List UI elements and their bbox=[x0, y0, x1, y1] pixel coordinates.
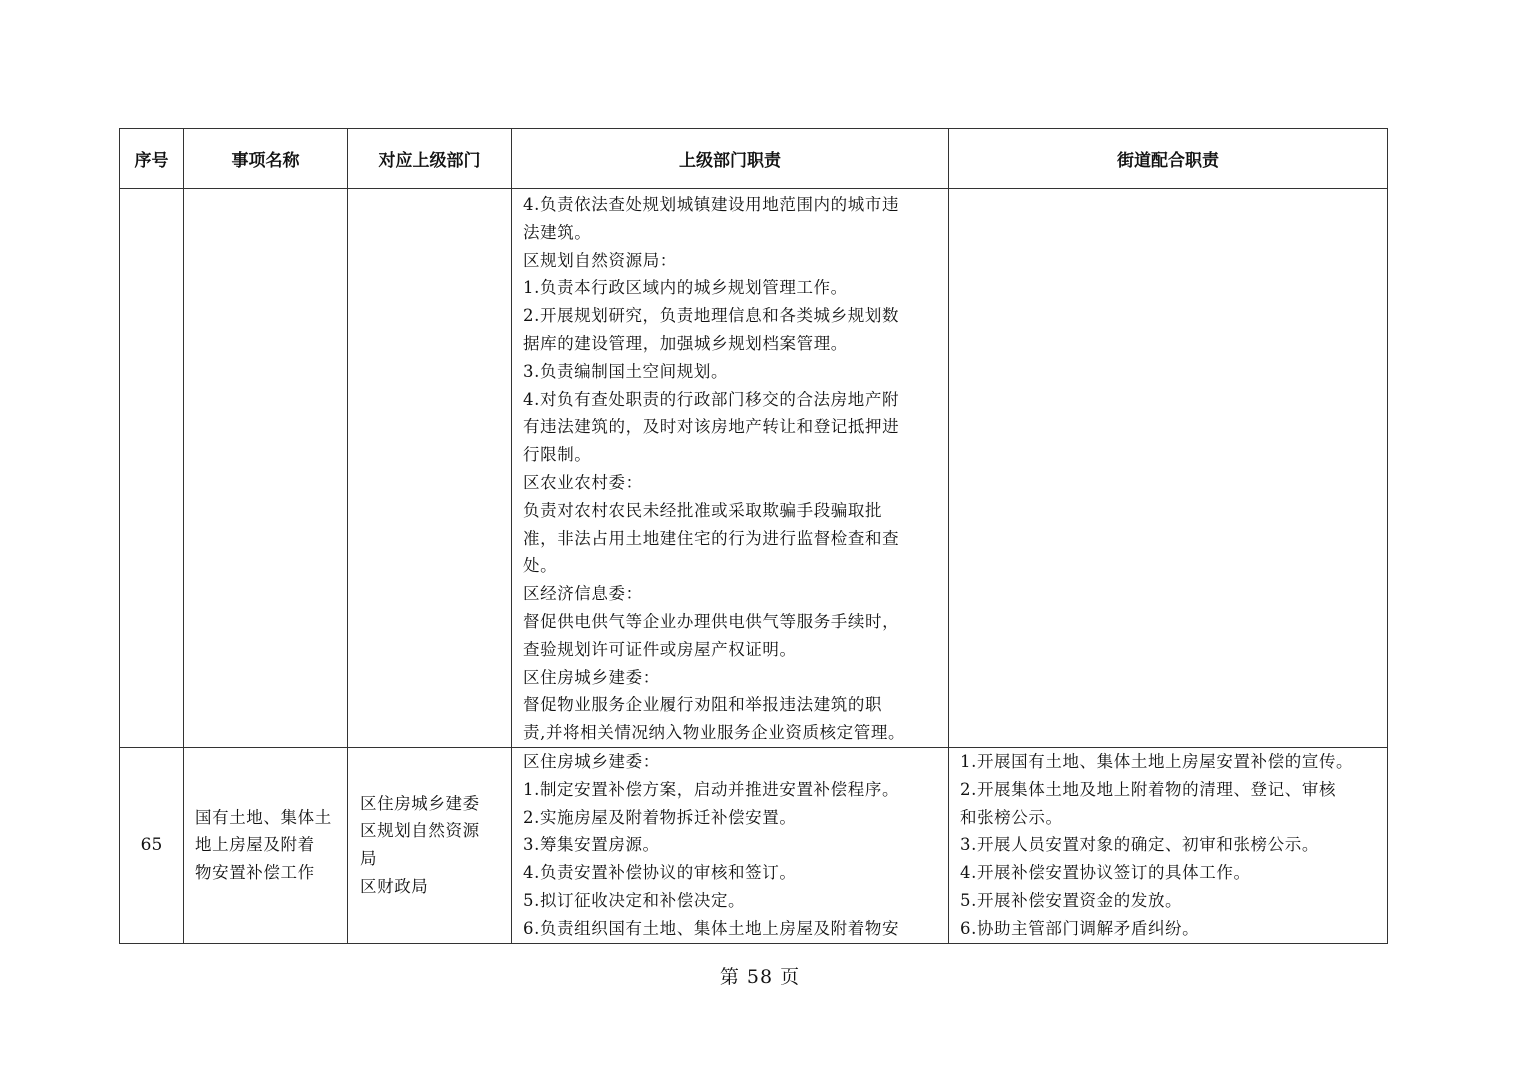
street-duty-line: 6.协助主管部门调解矛盾纠纷。 bbox=[960, 918, 1200, 938]
table-row bbox=[120, 189, 1388, 748]
duty-line: 区农业农村委： bbox=[523, 472, 643, 492]
street-duty-line: 1.开展国有土地、集体土地上房屋安置补偿的宣传。 bbox=[960, 751, 1354, 771]
street-duty-line: 3.开展人员安置对象的确定、初审和张榜公示。 bbox=[960, 835, 1319, 855]
row1-number bbox=[120, 189, 184, 748]
duty-line: 法建筑。 bbox=[523, 222, 592, 242]
street-duty-line: 5.开展补偿安置资金的发放。 bbox=[960, 890, 1183, 910]
responsibility-table bbox=[119, 128, 1388, 944]
duty-line: 据库的建设管理，加强城乡规划档案管理。 bbox=[523, 333, 848, 353]
duty-line: 2.开展规划研究，负责地理信息和各类城乡规划数 bbox=[523, 306, 900, 326]
row2-number: 65 bbox=[120, 747, 184, 943]
duty-line: 查验规划许可证件或房屋产权证明。 bbox=[523, 639, 797, 659]
department-line: 区住房城乡建委 bbox=[360, 793, 480, 813]
duty-line: 有违法建筑的，及时对该房地产转让和登记抵押进 bbox=[523, 417, 900, 437]
header-item-name: 事项名称 bbox=[184, 129, 348, 189]
item-name-line: 国有土地、集体土 bbox=[195, 807, 332, 827]
duty-line: 督促物业服务企业履行劝阻和举报违法建筑的职 bbox=[523, 695, 883, 715]
duty-line: 区住房城乡建委： bbox=[523, 667, 660, 687]
duty-line: 4.负责安置补偿协议的审核和签订。 bbox=[523, 863, 797, 883]
duty-line: 2.实施房屋及附着物拆迁补偿安置。 bbox=[523, 807, 797, 827]
row2-street-duties bbox=[949, 747, 1388, 943]
street-duty-line: 和张榜公示。 bbox=[960, 807, 1063, 827]
duty-line: 行限制。 bbox=[523, 445, 592, 465]
page-number: 第 58 页 bbox=[719, 966, 801, 988]
duty-line: 5.拟订征收决定和补偿决定。 bbox=[523, 890, 746, 910]
header-number: 序号 bbox=[120, 129, 184, 189]
duty-line: 区经济信息委： bbox=[523, 584, 643, 604]
department-line: 区财政局 bbox=[360, 877, 429, 897]
duty-line: 责,并将相关情况纳入物业服务企业资质核定管理。 bbox=[523, 723, 906, 743]
header-superior-duties: 上级部门职责 bbox=[512, 129, 949, 189]
row2-name bbox=[184, 747, 348, 943]
item-name-line: 物安置补偿工作 bbox=[195, 863, 315, 883]
duty-line: 处。 bbox=[523, 556, 558, 576]
duty-line: 3.筹集安置房源。 bbox=[523, 835, 660, 855]
duty-line: 4.负责依法查处规划城镇建设用地范围内的城市违 bbox=[523, 195, 900, 214]
header-street-duties: 街道配合职责 bbox=[949, 129, 1388, 189]
duty-line: 区住房城乡建委： bbox=[523, 751, 660, 771]
row1-superior-duties bbox=[512, 189, 949, 748]
row2-superior-duties bbox=[512, 747, 949, 943]
duty-line: 负责对农村农民未经批准或采取欺骗手段骗取批 bbox=[523, 500, 883, 520]
table-header-row bbox=[120, 129, 1388, 189]
duty-line: 6.负责组织国有土地、集体土地上房屋及附着物安 bbox=[523, 918, 900, 938]
department-line: 区规划自然资源 bbox=[360, 821, 480, 841]
street-duty-line: 2.开展集体土地及地上附着物的清理、登记、审核 bbox=[960, 779, 1337, 799]
row1-name bbox=[184, 189, 348, 748]
row2-departments bbox=[348, 747, 512, 943]
duty-line: 3.负责编制国土空间规划。 bbox=[523, 361, 729, 381]
duty-line: 区规划自然资源局： bbox=[523, 250, 677, 270]
duty-line: 1.制定安置补偿方案，启动并推进安置补偿程序。 bbox=[523, 779, 900, 799]
item-name-line: 地上房屋及附着 bbox=[195, 835, 315, 855]
street-duty-line: 4.开展补偿安置协议签订的具体工作。 bbox=[960, 863, 1251, 883]
duty-line: 督促供电供气等企业办理供电供气等服务手续时， bbox=[523, 611, 900, 631]
table-row bbox=[120, 747, 1388, 943]
duty-line: 准，非法占用土地建住宅的行为进行监督检查和查 bbox=[523, 528, 900, 548]
row1-street-duties bbox=[949, 189, 1388, 748]
department-line: 局 bbox=[360, 849, 378, 869]
duty-line: 1.负责本行政区域内的城乡规划管理工作。 bbox=[523, 278, 848, 298]
header-superior-department: 对应上级部门 bbox=[348, 129, 512, 189]
row1-departments bbox=[348, 189, 512, 748]
duty-line: 4.对负有查处职责的行政部门移交的合法房地产附 bbox=[523, 389, 900, 409]
